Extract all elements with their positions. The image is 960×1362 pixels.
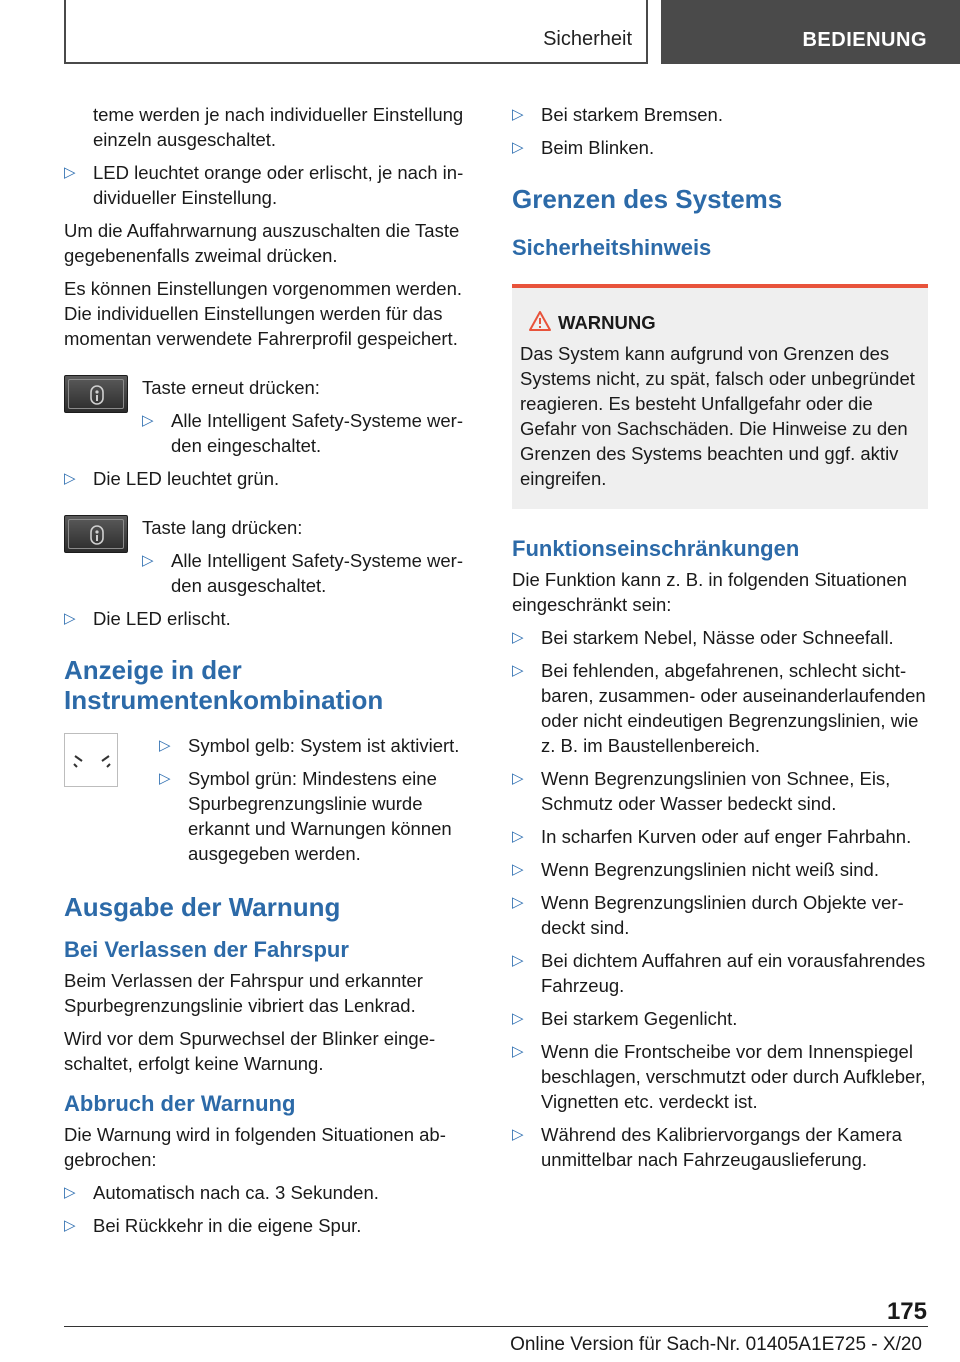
paragraph: Es können Einstellungen vorgenommen werden. Die individuellen Einstellungen werden für das momentan verwendete Fahrerprofil gespeichert. — [64, 278, 462, 349]
list-item-text: Automatisch nach ca. 3 Sekunden. — [93, 1182, 379, 1203]
triangle-right-icon: ▷ — [512, 662, 524, 679]
triangle-right-icon: ▷ — [512, 952, 524, 969]
online-version-text: Online Version für Sach-Nr. 01405A1E725 - X/20 — [510, 1334, 922, 1355]
list-item-text: Beim Blinken. — [541, 137, 655, 158]
list-item-text: Symbol grün: Mindestens eine Spurbegrenzungslinie wurde erkannt und Warnungen können ausgegeben werden. — [188, 768, 452, 864]
list-item — [64, 1213, 476, 1238]
list-item — [512, 1039, 928, 1114]
list-item — [142, 548, 476, 598]
list-item — [512, 102, 928, 127]
page-number: 175 — [886, 1298, 927, 1325]
list-item — [512, 1122, 928, 1172]
triangle-right-icon: ▷ — [64, 164, 76, 181]
triangle-right-icon: ▷ — [512, 861, 524, 878]
right-column — [512, 102, 928, 1180]
triangle-right-icon: ▷ — [64, 1217, 76, 1234]
triangle-right-icon: ▷ — [512, 139, 524, 156]
triangle-right-icon: ▷ — [512, 770, 524, 787]
left-column — [64, 102, 476, 1246]
list-item — [64, 160, 476, 210]
list-item-text: Wenn Begrenzungslinien nicht weiß sind. — [541, 859, 879, 880]
continued-bullet-text: teme werden je nach individueller Einstellung einzeln ausgeschaltet. — [93, 104, 464, 150]
list-item — [142, 408, 476, 458]
button-instruction — [64, 515, 476, 598]
list-item-text: Alle Intelligent Safety-Systeme werden eingeschaltet. — [171, 410, 464, 456]
list-item — [64, 606, 476, 631]
triangle-right-icon: ▷ — [512, 828, 524, 845]
intelligent-safety-button-icon — [64, 515, 128, 553]
section-heading: Anzeige in der Instrumentenkombination — [64, 655, 384, 715]
list-item — [512, 1006, 928, 1031]
limitations-list — [512, 625, 928, 1172]
list-item-text: Bei starkem Gegenlicht. — [541, 1008, 738, 1029]
list-item — [159, 766, 476, 866]
warning-box — [512, 284, 928, 509]
symbol-description — [64, 733, 476, 866]
list-item-text: Bei fehlenden, abgefahrenen, schlecht sichtbaren, zusammen- oder auseinanderlaufenden oder nicht eindeutigen Begrenzungslinien, wie z. B. im Baustellenbereich. — [541, 660, 926, 756]
triangle-right-icon: ▷ — [512, 1010, 524, 1027]
paragraph: Beim Verlassen der Fahrspur und erkannter Spurbegrenzungslinie vibriert das Lenkrad. — [64, 970, 423, 1016]
list-item-text: Die LED leuchtet grün. — [93, 468, 280, 489]
triangle-right-icon: ▷ — [159, 770, 171, 787]
list-item — [512, 658, 928, 758]
header-chapter-label: BEDIENUNG — [802, 29, 927, 51]
paragraph: Die Funktion kann z. B. in folgenden Situationen eingeschränkt sein: — [512, 569, 907, 615]
list-item — [512, 948, 928, 998]
triangle-right-icon: ▷ — [512, 1043, 524, 1060]
triangle-right-icon: ▷ — [512, 894, 524, 911]
subsection-heading: Bei Verlassen der Fahrspur — [64, 937, 349, 962]
list-item-text: Bei starkem Nebel, Nässe oder Schneefall. — [541, 627, 894, 648]
paragraph: Wird vor dem Spurwechsel der Blinker eingeschaltet, erfolgt keine Warnung. — [64, 1028, 436, 1074]
list-item-text: Wenn Begrenzungslinien durch Objekte verdeckt sind. — [541, 892, 904, 938]
list-item — [512, 625, 928, 650]
footer-divider — [64, 1326, 928, 1327]
list-item-text: Symbol gelb: System ist aktiviert. — [188, 735, 460, 756]
triangle-right-icon: ▷ — [64, 470, 76, 487]
subsection-heading: Funktionseinschränkungen — [512, 536, 800, 561]
list-item — [512, 890, 928, 940]
paragraph: Die Warnung wird in folgenden Situationen abgebrochen: — [64, 1124, 446, 1170]
subsection-heading: Abbruch der Warnung — [64, 1091, 296, 1116]
triangle-right-icon: ▷ — [512, 106, 524, 123]
button-instruction-text: Taste erneut drücken: — [142, 377, 320, 398]
triangle-right-icon: ▷ — [512, 1126, 524, 1143]
warning-title: WARNUNG — [520, 310, 920, 335]
list-item-text: Bei dichtem Auffahren auf ein vorausfahrendes Fahrzeug. — [541, 950, 926, 996]
warning-triangle-icon — [528, 310, 552, 332]
header-chapter-tab — [661, 0, 960, 64]
list-item — [512, 857, 928, 882]
button-instruction-text: Taste lang drücken: — [142, 517, 303, 538]
list-item-text: In scharfen Kurven oder auf enger Fahrbahn. — [541, 826, 912, 847]
list-item-text: Bei starkem Bremsen. — [541, 104, 723, 125]
list-item-text: Bei Rückkehr in die eigene Spur. — [93, 1215, 362, 1236]
triangle-right-icon: ▷ — [64, 610, 76, 627]
list-item-text: Während des Kalibriervorgangs der Kamera unmittelbar nach Fahrzeugauslieferung. — [541, 1124, 902, 1170]
header-section-label: Sicherheit — [543, 28, 632, 50]
list-item — [512, 766, 928, 816]
list-item-text: Wenn die Frontscheibe vor dem Innenspiegel beschlagen, verschmutzt oder durch Aufkleber, Vignetten etc. verdeckt ist. — [541, 1041, 926, 1112]
button-instruction — [64, 375, 476, 458]
section-heading: Ausgabe der Warnung — [64, 892, 341, 922]
lane-departure-symbol-icon — [64, 733, 118, 787]
list-item — [64, 466, 476, 491]
list-item — [64, 1180, 476, 1205]
list-item-text: LED leuchtet orange oder erlischt, je nach individueller Einstellung. — [93, 162, 464, 208]
list-item — [512, 135, 928, 160]
triangle-right-icon: ▷ — [142, 412, 154, 429]
triangle-right-icon: ▷ — [142, 552, 154, 569]
intelligent-safety-button-icon — [64, 375, 128, 413]
triangle-right-icon: ▷ — [64, 1184, 76, 1201]
list-item — [512, 824, 928, 849]
paragraph: Um die Auffahrwarnung auszuschalten die Taste gegebenenfalls zweimal drücken. — [64, 220, 460, 266]
section-heading: Grenzen des Systems — [512, 184, 783, 214]
triangle-right-icon: ▷ — [159, 737, 171, 754]
warning-text: Das System kann aufgrund von Grenzen des Systems nicht, zu spät, falsch oder unbegründet reagieren. Es besteht Unfallgefahr oder die Gefahr von Sachschäden. Die Hinweise zu den Grenzen des Systems beachten und ggf. aktiv eingreifen. — [520, 343, 915, 489]
subsection-heading: Sicherheitshinweis — [512, 235, 712, 260]
list-item-text: Wenn Begrenzungslinien von Schnee, Eis, Schmutz oder Wasser bedeckt sind. — [541, 768, 891, 814]
header-section-tab — [64, 0, 648, 64]
triangle-right-icon: ▷ — [512, 629, 524, 646]
list-item-text: Alle Intelligent Safety-Systeme werden ausgeschaltet. — [171, 550, 464, 596]
list-item-text: Die LED erlischt. — [93, 608, 231, 629]
list-item — [159, 733, 476, 758]
